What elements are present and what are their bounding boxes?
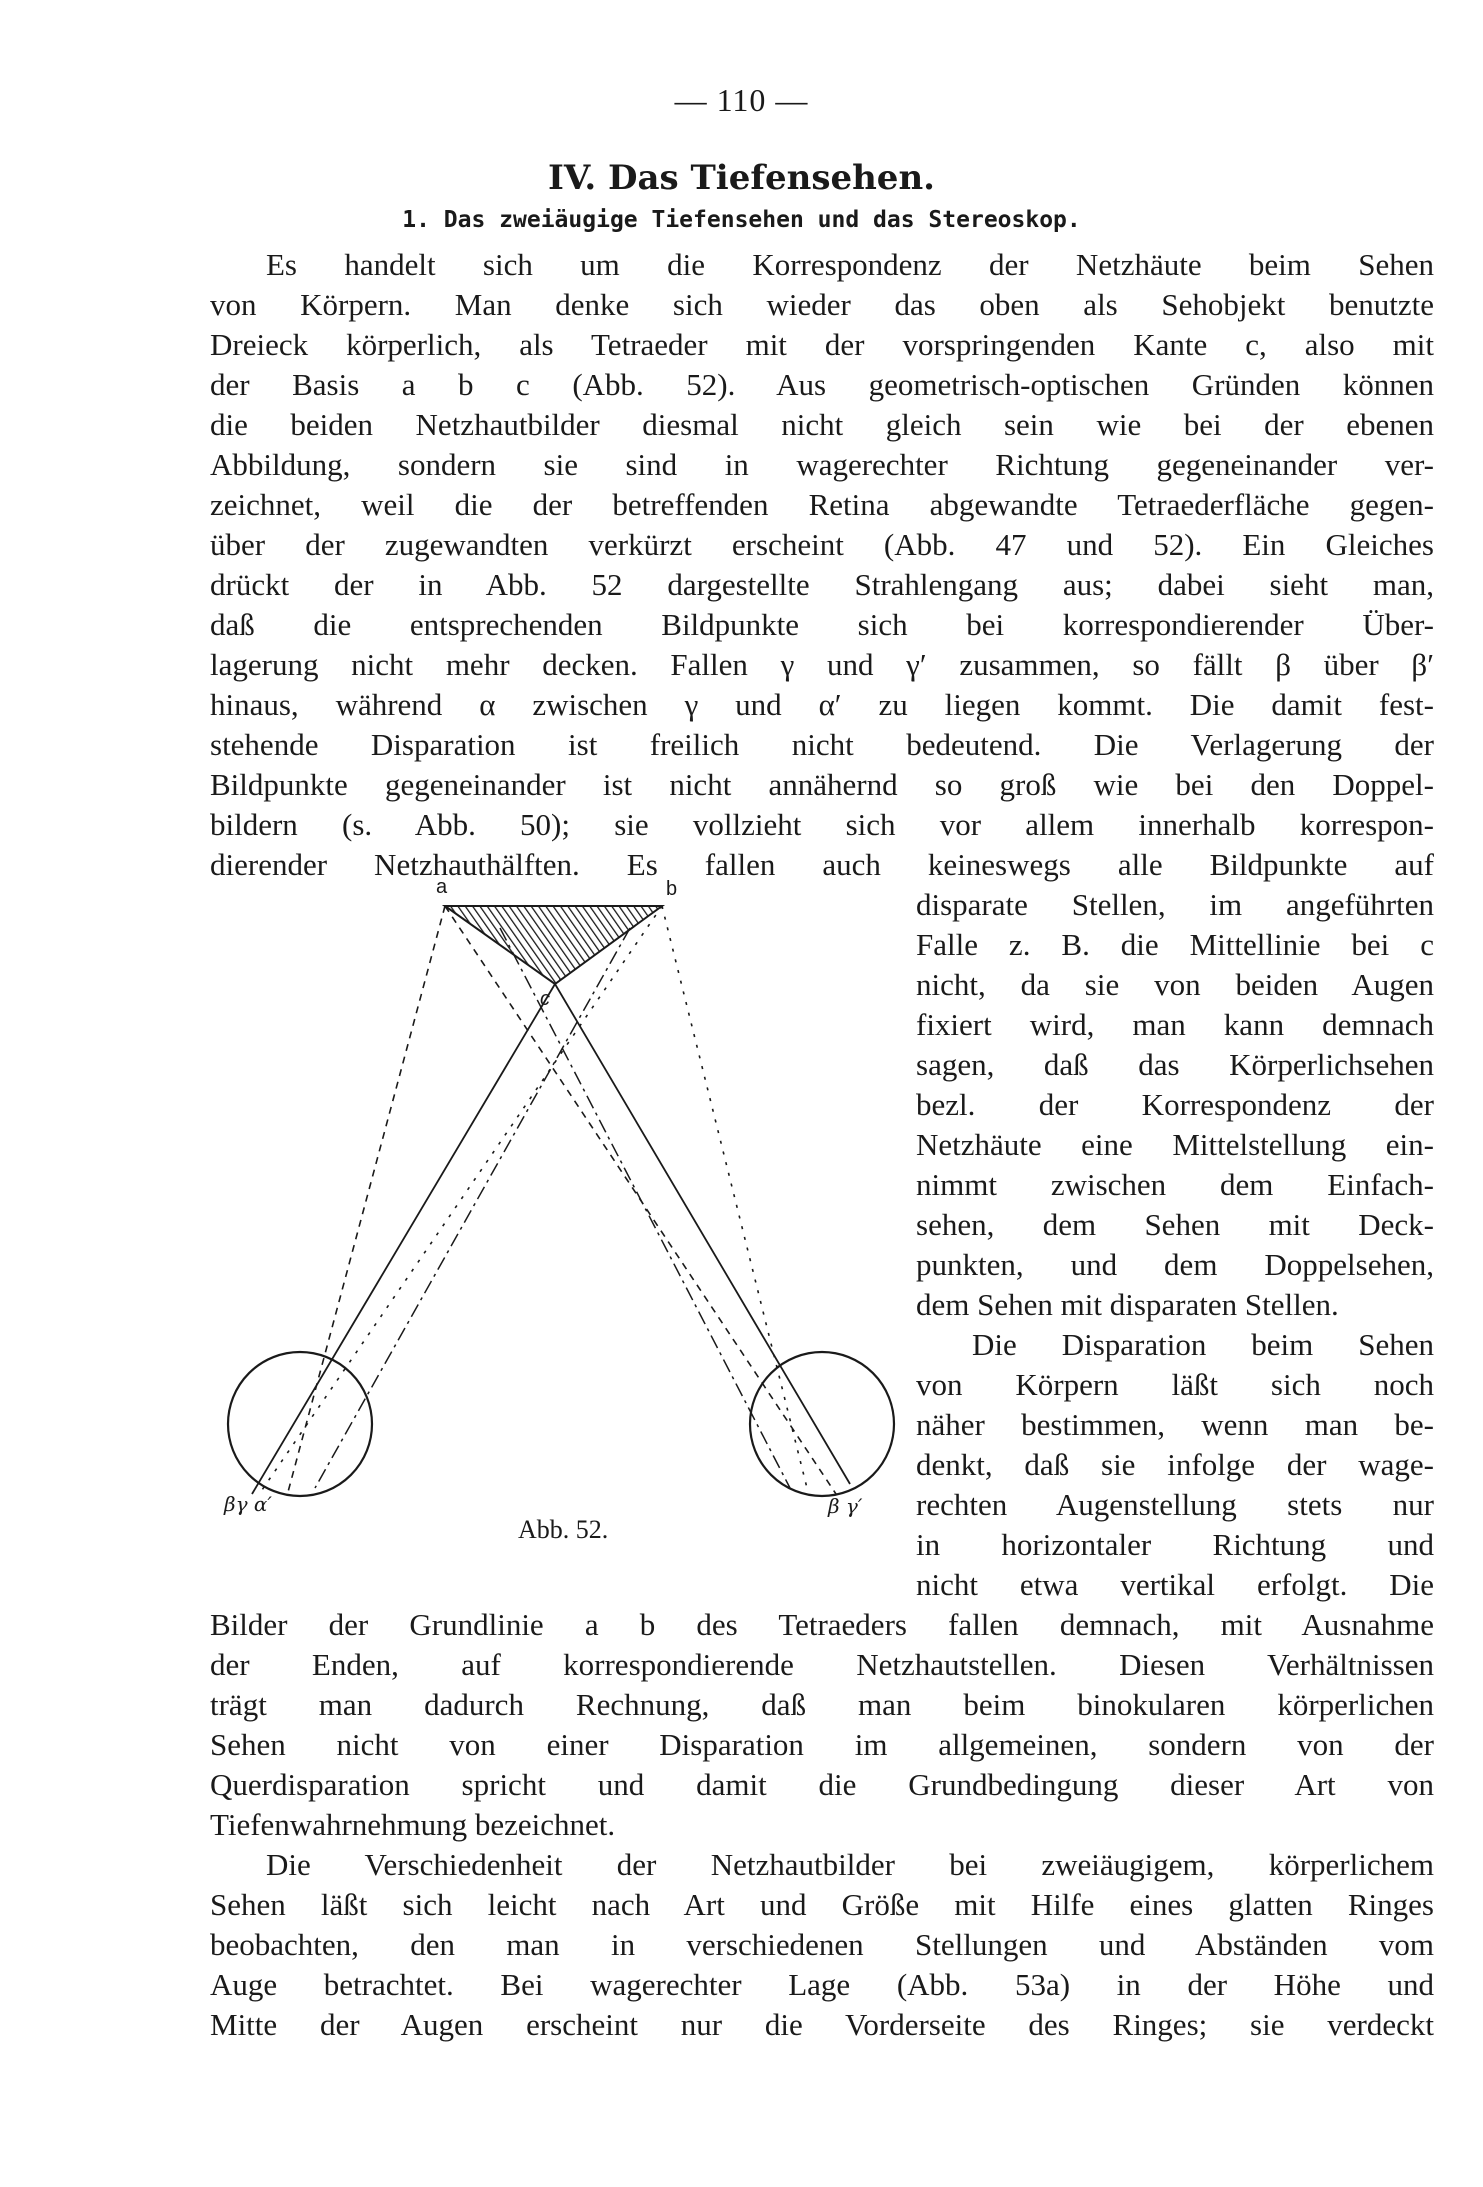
chapter-title: IV. Das Tiefensehen. <box>547 158 935 198</box>
ray-diagram-svg <box>210 888 900 1568</box>
text-line: beobachten, den man in verschiedenen Stellungen und Abständen vom <box>210 1927 1434 1962</box>
text-line: Die Verschiedenheit der Netzhautbilder bei zweiäugigem, körperlichem <box>266 1847 1434 1882</box>
text-line: denkt, daß sie infolge der wage- <box>916 1447 1434 1482</box>
text-line: Abbildung, sondern sie sind in wagerechter Richtung gegeneinander ver- <box>210 447 1434 482</box>
dashed-rays-from-b <box>262 906 808 1492</box>
figure-52-diagram <box>210 876 900 1568</box>
text-line: lagerung nicht mehr decken. Fallen γ und γ′ zusammen, so fällt β über β′ <box>210 647 1434 682</box>
text-line: dem Sehen mit disparaten Stellen. <box>916 1287 1339 1322</box>
text-line: bildern (s. Abb. 50); sie vollzieht sich vor allem innerhalb korrespon- <box>210 807 1434 842</box>
text-line: Sehen nicht von einer Disparation im allgemeinen, sondern von der <box>210 1727 1434 1762</box>
label-right-eye: β γ′ <box>828 1494 863 1518</box>
text-line: der Basis a b c (Abb. 52). Aus geometrisch-optischen Gründen können <box>210 367 1434 402</box>
text-line: Bildpunkte gegeneinander ist nicht annähernd so groß wie bei den Doppel- <box>210 767 1434 802</box>
text-line: von Körpern. Man denke sich wieder das oben als Sehobjekt benutzte <box>210 287 1434 322</box>
text-line: der Enden, auf korrespondierende Netzhautstellen. Diesen Verhältnissen <box>210 1647 1434 1682</box>
page-number: — 110 — <box>674 82 809 118</box>
figure-caption: Abb. 52. <box>518 1515 609 1544</box>
text-line: Querdisparation spricht und damit die Grundbedingung dieser Art von <box>210 1767 1434 1802</box>
text-line: hinaus, während α zwischen γ und α′ zu liegen kommt. Die damit fest- <box>210 687 1434 722</box>
text-line: rechten Augenstellung stets nur <box>916 1487 1434 1522</box>
dashdot-rays <box>315 928 790 1488</box>
text-line: trägt man dadurch Rechnung, daß man beim binokularen körperlichen <box>210 1687 1434 1722</box>
text-line: Mitte der Augen erscheint nur die Vorderseite des Ringes; sie verdeckt <box>210 2007 1434 2042</box>
text-line: Es handelt sich um die Korrespondenz der Netzhäute beim Sehen <box>266 247 1434 282</box>
text-line: Bilder der Grundlinie a b des Tetraeders fallen demnach, mit Ausnahme <box>210 1607 1434 1642</box>
text-line: Dreieck körperlich, als Tetraeder mit der vorspringenden Kante c, also mit <box>210 327 1434 362</box>
text-line: daß die entsprechenden Bildpunkte sich bei korrespondierender Über- <box>210 607 1434 642</box>
text-line: stehende Disparation ist freilich nicht bedeutend. Die Verlagerung der <box>210 727 1434 762</box>
solid-rays <box>252 984 850 1494</box>
label-a: a <box>436 876 448 898</box>
label-left-eye: βγ α′ <box>224 1492 272 1516</box>
text-line: Sehen läßt sich leicht nach Art und Größe mit Hilfe eines glatten Ringes <box>210 1887 1434 1922</box>
text-line: über der zugewandten verkürzt erscheint (Abb. 47 und 52). Ein Gleiches <box>210 527 1434 562</box>
text-line: näher bestimmen, wenn man be- <box>916 1407 1434 1442</box>
text-line: nicht etwa vertikal erfolgt. Die <box>916 1567 1434 1602</box>
text-line: Netzhäute eine Mittelstellung ein- <box>916 1127 1434 1162</box>
label-c: c <box>540 988 550 1010</box>
text-line: nimmt zwischen dem Einfach- <box>916 1167 1434 1202</box>
text-line: Tiefenwahrnehmung bezeichnet. <box>210 1807 616 1842</box>
text-line: Falle z. B. die Mittellinie bei c <box>916 927 1434 962</box>
label-b: b <box>666 878 678 900</box>
text-line: die beiden Netzhautbilder diesmal nicht gleich sein wie bei der ebenen <box>210 407 1434 442</box>
text-line: sagen, daß das Körperlichsehen <box>916 1047 1434 1082</box>
text-line: in horizontaler Richtung und <box>916 1527 1434 1562</box>
tetrahedron-shape <box>445 906 662 984</box>
text-line: fixiert wird, man kann demnach <box>916 1007 1434 1042</box>
text-line: von Körpern läßt sich noch <box>916 1367 1434 1402</box>
text-line: nicht, da sie von beiden Augen <box>916 967 1434 1002</box>
text-line: bezl. der Korrespondenz der <box>916 1087 1434 1122</box>
text-line: sehen, dem Sehen mit Deck- <box>916 1207 1434 1242</box>
text-line: Auge betrachtet. Bei wagerechter Lage (Abb. 53a) in der Höhe und <box>210 1967 1434 2002</box>
text-line: dierender Netzhauthälften. Es fallen auch keineswegs alle Bildpunkte auf <box>210 847 1434 882</box>
text-line: disparate Stellen, im angeführten <box>916 887 1434 922</box>
text-line: punkten, und dem Doppelsehen, <box>916 1247 1434 1282</box>
right-eye-circle <box>750 1352 894 1496</box>
text-line: Die Disparation beim Sehen <box>972 1327 1434 1362</box>
text-line: drückt der in Abb. 52 dargestellte Strahlengang aus; dabei sieht man, <box>210 567 1434 602</box>
section-title: 1. Das zweiäugige Tiefensehen und das Stereoskop. <box>402 207 1081 233</box>
text-line: zeichnet, weil die der betreffenden Retina abgewandte Tetraederfläche gegen- <box>210 487 1434 522</box>
